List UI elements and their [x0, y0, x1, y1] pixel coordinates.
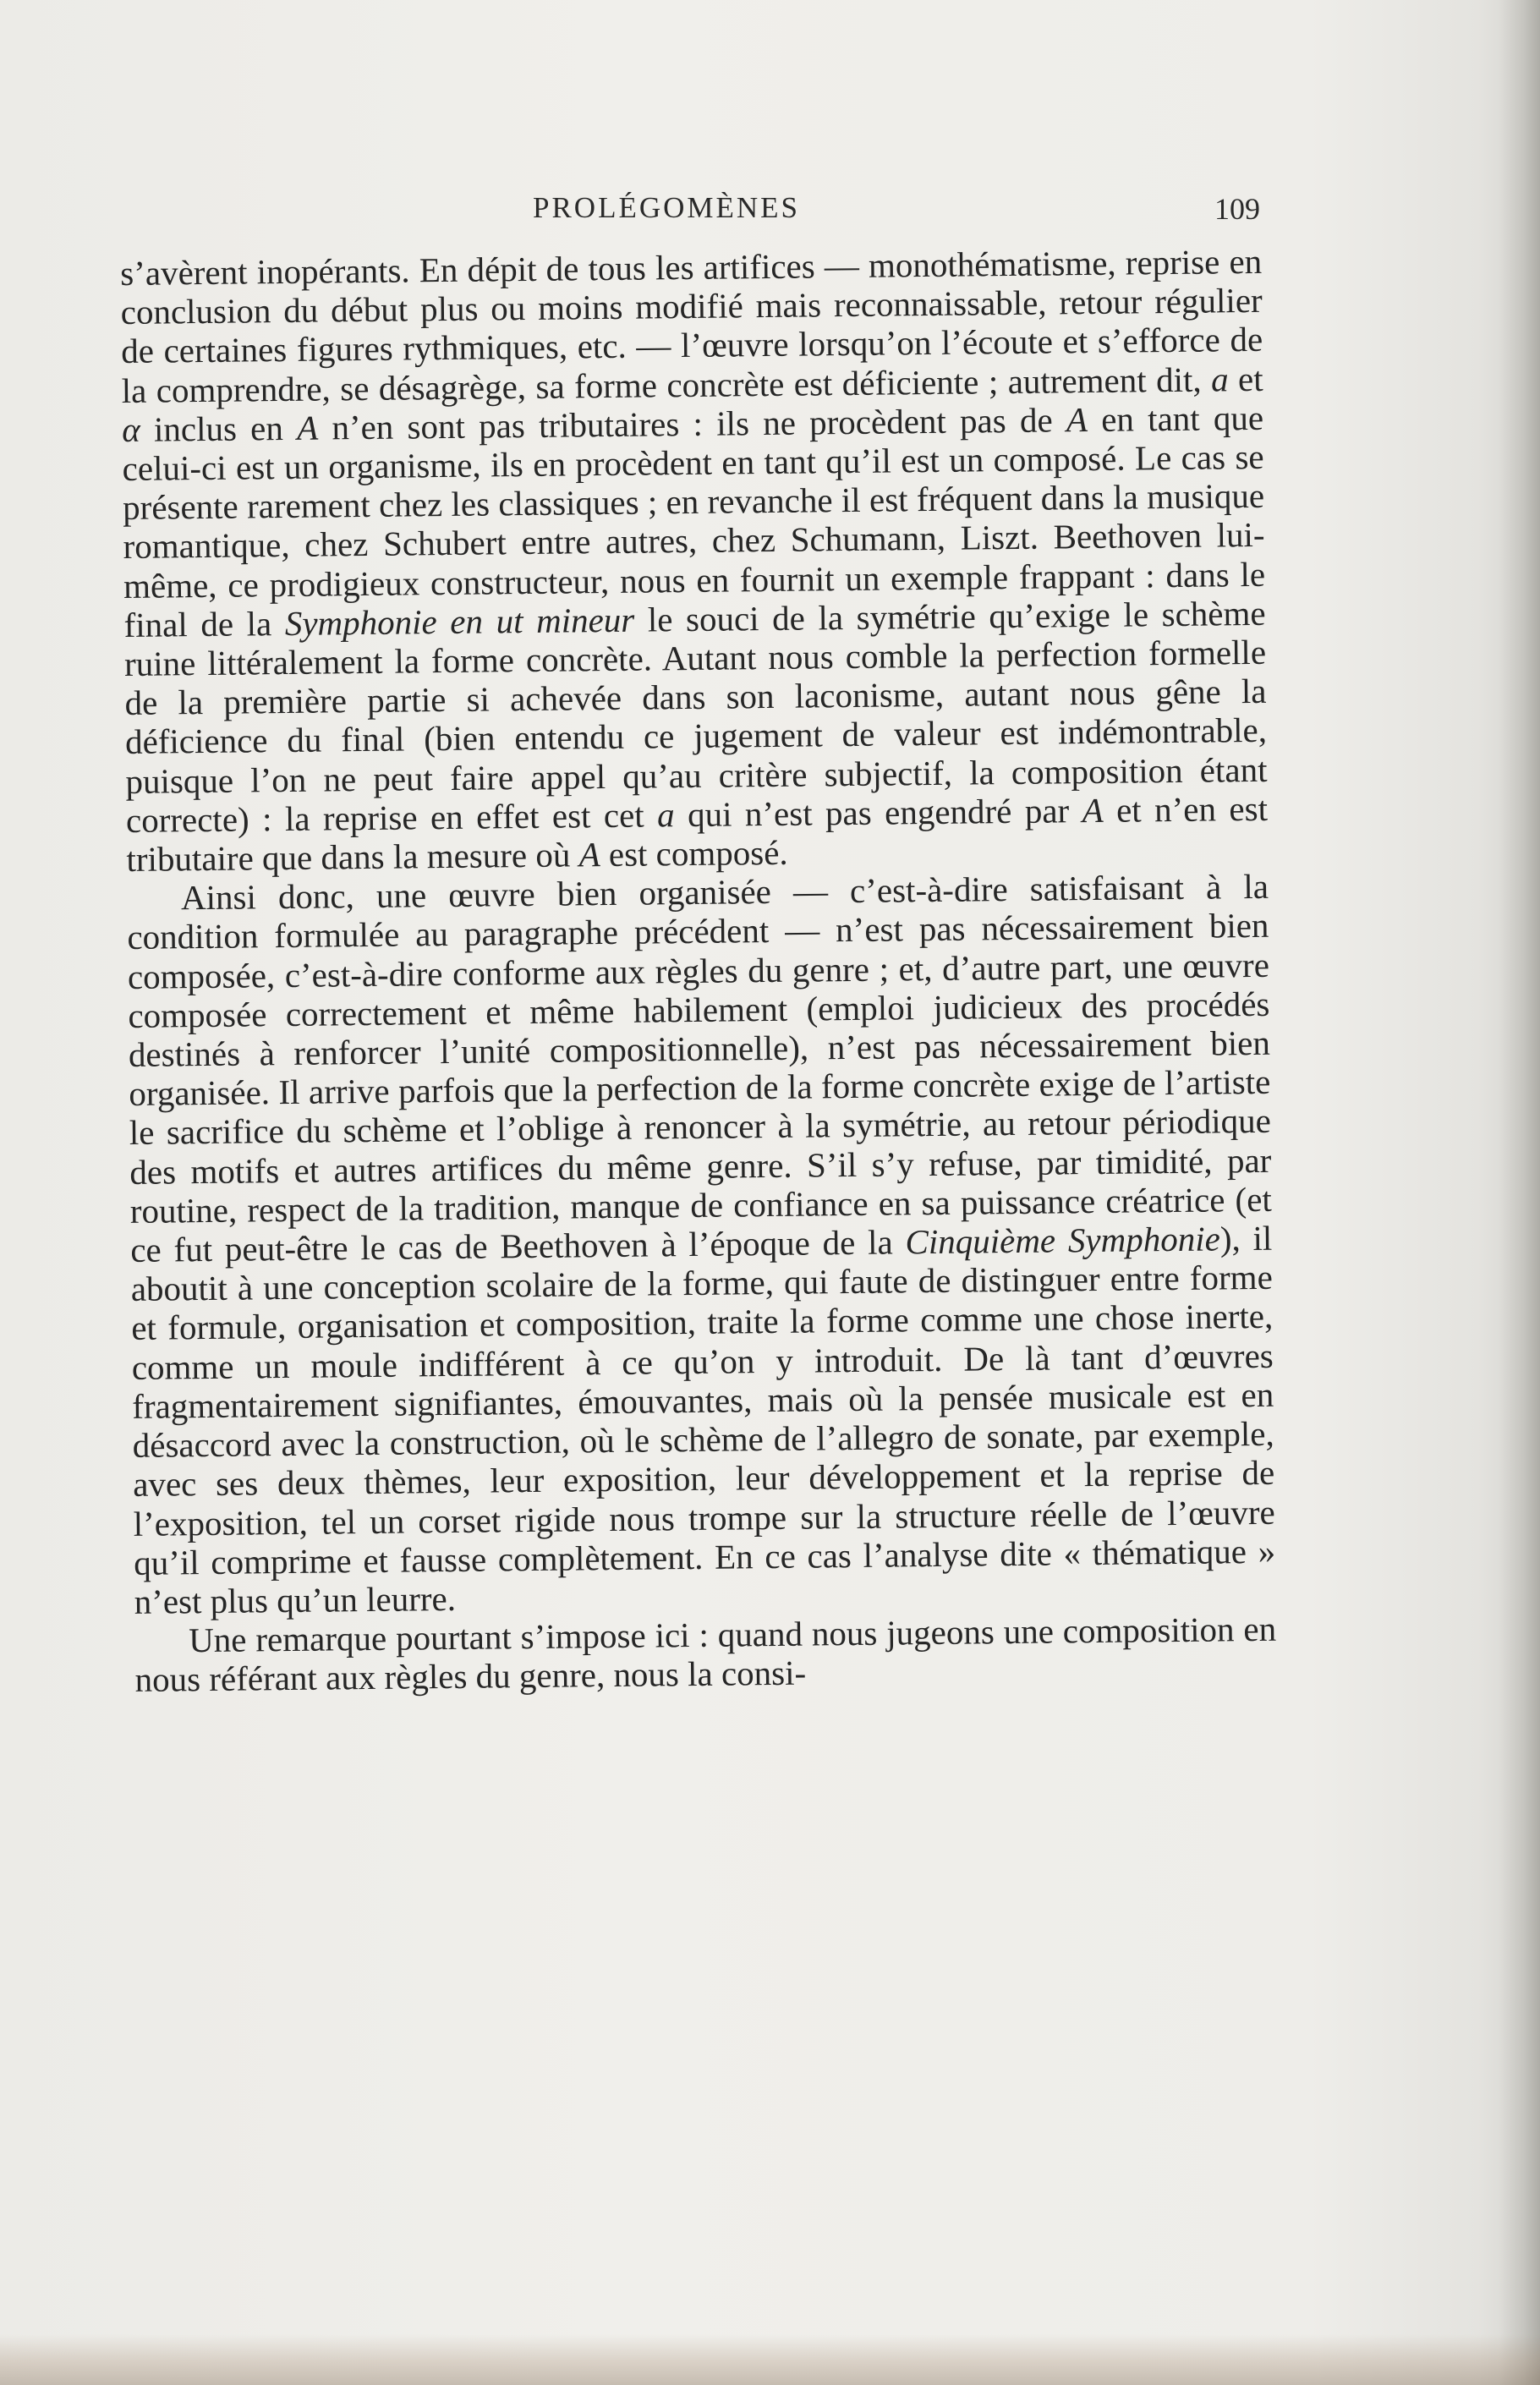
text-segment: le souci de la symétrie qu’exige le schème ruine littéralement la forme concrète. Autant nous comble la perfection formelle de la première partie si achevée dans son laconisme, autant nous gêne la déficience du final (bien entendu ce jugement de valeur est indémontrable, puisque l’on ne peut faire appel qu’au critère subjectif, la composition étant correcte) : la reprise en effet est cet: [123, 593, 1268, 840]
text-segment: et: [1228, 359, 1263, 398]
body-text: [120, 242, 1277, 1700]
paragraph: [127, 867, 1276, 1621]
text-segment: Une remarque pourtant s’impose ici : quand nous jugeons une composition en nous référant aux règles du genre, nous la consi-: [134, 1609, 1277, 1700]
text-segment: est composé.: [600, 832, 788, 874]
text-segment: n’en sont pas tributaires : ils ne procèdent pas de: [317, 400, 1067, 447]
text-segment: Ainsi donc, une œuvre bien organisée — c’est-à-dire satisfaisant à la condition formulée au paragraphe précédent — n’est pas nécessairement bien composée, c’est-à-dire conforme aux règles du genre ; et, d’autre part, une œuvre composée correctement et même habilement (emploi judicieux des procédés destinés à renforcer l’unité compositionnelle), n’est pas nécessairement bien organisée. Il arrive parfois que la perfection de la forme concrète exige de l’artiste le sacrifice du schème et l’oblige à renoncer à la symétrie, au retour périodique des motifs et autres artifices du même genre. S’il s’y refuse, par timidité, par routine, respect de la tradition, manque de confiance en sa puissance créatrice (et ce fut peut-être le cas de Beethoven à l’époque de la: [127, 867, 1273, 1270]
italic-text: A: [296, 408, 319, 447]
page-number: 109: [1214, 192, 1260, 226]
text-segment: ), il aboutit à une conception scolaire de la forme, qui faute de distinguer entre forme et formule, organisation et composition, traite la forme comme une chose inerte, comme un moule indifférent à ce qu’on y introduit. De là tant d’œuvres fragmentairement signifiantes, émouvantes, mais où la pensée musicale est en désaccord avec la construction, où le schème de l’allegro de sonate, par exemple, avec ses deux thèmes, leur exposition, leur développement et la reprise de l’exposition, tel un corset rigide nous trompe sur la structure réelle de l’œuvre qu’il comprime et fausse complètement. En ce cas l’analyse dite « thématique » n’est plus qu’un leurre.: [130, 1218, 1276, 1621]
paragraph: [134, 1609, 1277, 1700]
italic-text: A: [1066, 399, 1088, 440]
italic-text: α: [121, 409, 140, 449]
text-segment: en tant que celui-ci est un organisme, ils en procèdent en tant qu’il est un composé. Le cas se présente rarement chez les classiques ; en revanche il est fréquent dans la musique romantique, chez Schubert entre autres, chez Schumann, Liszt. Beethoven lui-même, ce prodigieux constructeur, nous en fournit un exemple frappant : dans le final de la: [122, 398, 1266, 644]
italic-text: Cinquième Symphonie: [905, 1219, 1221, 1262]
italic-text: A: [578, 835, 600, 874]
running-head: PROLÉGOMÈNES: [533, 191, 801, 224]
italic-text: a: [656, 795, 675, 835]
text-segment: inclus en: [140, 408, 298, 449]
page-gutter-shadow: [1499, 0, 1540, 2385]
text-segment: et n’en est tributaire que dans la mesure où: [126, 788, 1269, 880]
page-header: [533, 191, 1260, 230]
paragraph: [120, 242, 1269, 879]
page-bottom-edge: [0, 2334, 1540, 2385]
italic-text: A: [1082, 790, 1104, 830]
text-segment: qui n’est pas engendré par: [674, 790, 1082, 835]
text-segment: s’avèrent inopérants. En dépit de tous les artifices — monothématisme, reprise en conclusion du début plus ou moins modifié mais reconnaissable, retour régulier de certaines figures rythmiques, etc. — l’œuvre lorsqu’on l’écoute et s’efforce de la comprendre, se désagrège, sa forme concrète est déficiente ; autrement dit,: [120, 241, 1263, 410]
italic-text: Symphonie en ut mineur: [284, 600, 635, 643]
italic-text: a: [1210, 359, 1229, 399]
